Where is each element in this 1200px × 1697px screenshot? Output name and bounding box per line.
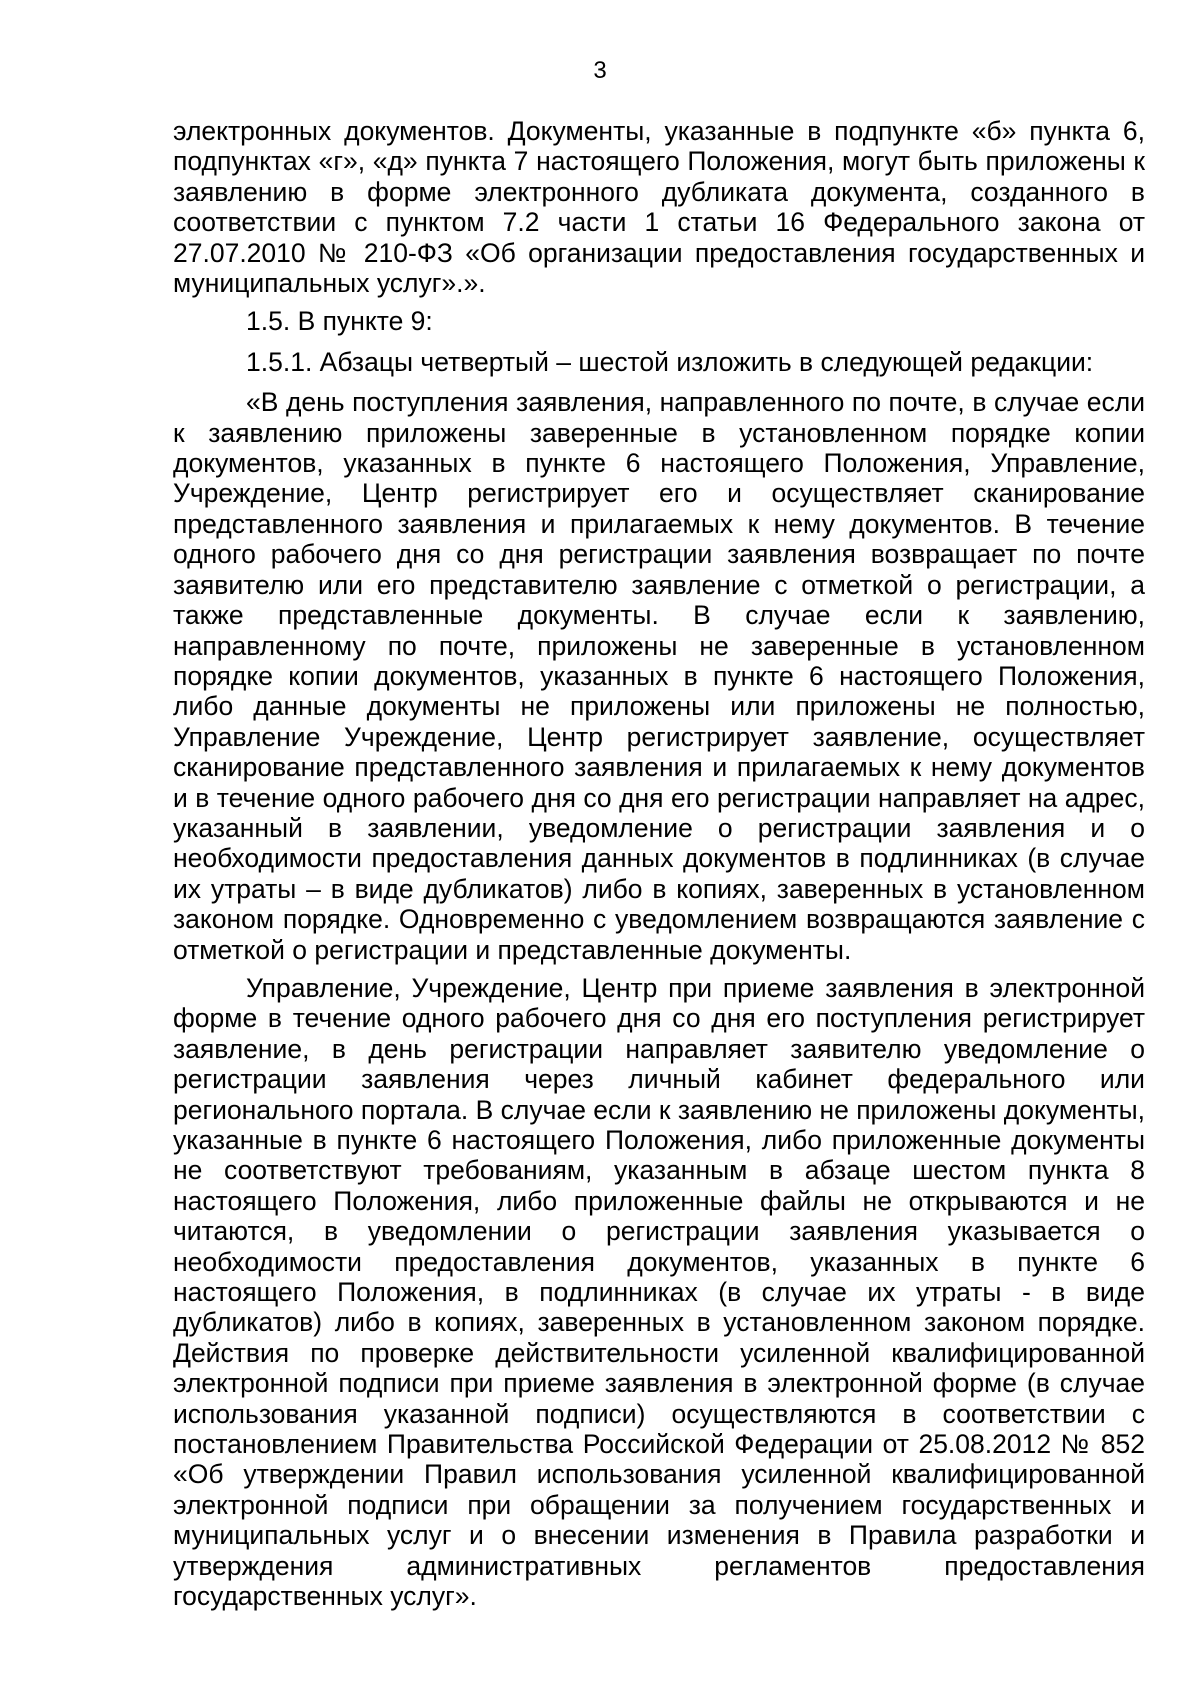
page-number: 3 <box>593 57 607 84</box>
paragraph-item-1-5-1: 1.5.1. Абзацы четвертый – шестой изложить в следующей редакции: <box>246 346 1094 377</box>
document-body <box>173 116 1145 1620</box>
paragraph-item-1-5: 1.5. В пункте 9: <box>246 306 433 337</box>
paragraph-postal-application: «В день поступления заявления, направленного по почте, в случае если к заявлению приложены заверенные в установленном порядке копии документов, указанных в пункте 6 настоящего Положения, Управление, Учреждение, Центр регистрирует его и осуществляет сканирование представленного заявления и прилагаемых к нему документов. В течение одного рабочего дня со дня регистрации заявления возвращает по почте заявителю или его представителю заявление с отметкой о регистрации, а также представленные документы. В случае если к заявлению, направленному по почте, приложены не заверенные в установленном порядке копии документов, указанных в пункте 6 настоящего Положения, либо данные документы не приложены или приложены не полностью, Управление Учреждение, Центр регистрирует заявление, осуществляет сканирование представленного заявления и прилагаемых к нему документов и в течение одного рабочего дня со дня его регистрации направляет на адрес, указанный в заявлении, уведомление о регистрации заявления и о необходимости предоставления данных документов в подлинниках (в случае их утраты – в виде дубликатов) либо в копиях, заверенных в установленном законом порядке. Одновременно с уведомлением возвращаются заявление с отметкой о регистрации и представленные документы. <box>173 387 1145 965</box>
paragraph-continuation: электронных документов. Документы, указанные в подпункте «б» пункта 6, подпунктах «г», «д» пункта 7 настоящего Положения, могут быть приложены к заявлению в форме электронного дубликата документа, созданного в соответствии с пунктом 7.2 части 1 статьи 16 Федерального закона от 27.07.2010 № 210-ФЗ «Об организации предоставления государственных и муниципальных услуг».». <box>173 116 1145 299</box>
paragraph-electronic-application: Управление, Учреждение, Центр при приеме заявления в электронной форме в течение одного рабочего дня со дня его поступления регистрирует заявление, в день регистрации направляет заявителю уведомление о регистрации заявления через личный кабинет федерального или регионального портала. В случае если к заявлению не приложены документы, указанные в пункте 6 настоящего Положения, либо приложенные документы не соответствуют требованиям, указанным в абзаце шестом пункта 8 настоящего Положения, либо приложенные файлы не открываются и не читаются, в уведомлении о регистрации заявления указывается о необходимости предоставления документов, указанных в пункте 6 настоящего Положения, в подлинниках (в случае их утраты - в виде дубликатов) либо в копиях, заверенных в установленном законом порядке. Действия по проверке действительности усиленной квалифицированной электронной подписи при приеме заявления в электронной форме (в случае использования указанной подписи) осуществляются в соответствии с постановлением Правительства Российской Федерации от 25.08.2012 № 852 «Об утверждении Правил использования усиленной квалифицированной электронной подписи при обращении за получением государственных и муниципальных услуг и о внесении изменения в Правила разработки и утверждения административных регламентов предоставления государственных услуг». <box>173 972 1145 1612</box>
